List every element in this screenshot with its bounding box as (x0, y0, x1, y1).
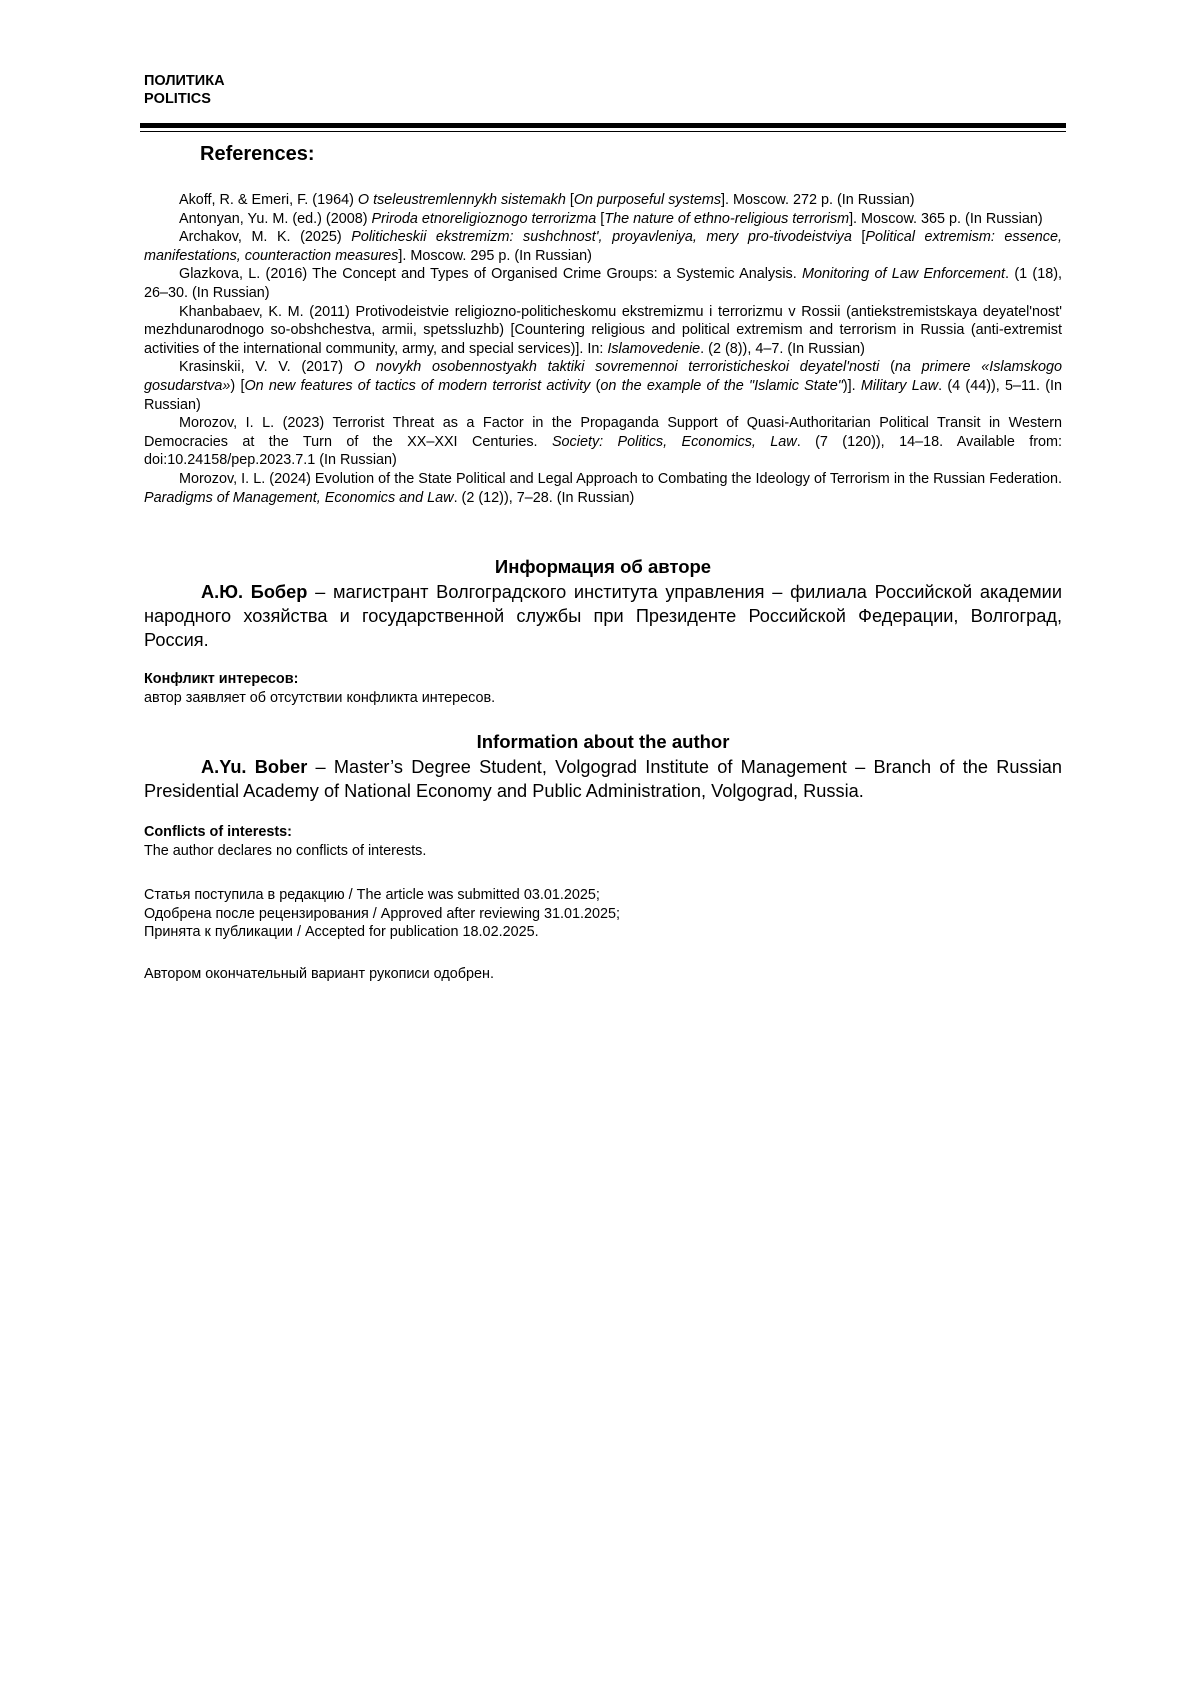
reference-title-italic: O tseleustremlennykh sistemakh (357, 192, 566, 208)
reference-text: )]. (842, 377, 861, 394)
reference-item (144, 303, 1062, 359)
reference-item (144, 191, 1062, 210)
reference-text: [ (851, 229, 866, 246)
reference-text: . (1 (18), 26–30. (In Russian) (144, 266, 1063, 301)
conflict-label-en: Conflicts of interests: (144, 824, 292, 840)
reference-text: Akoff, R. & Emeri, F. (1964) (179, 192, 358, 208)
header-ru: ПОЛИТИКА (144, 73, 225, 89)
reference-text: ]. Moscow. 365 p. (In Russian) (849, 210, 1043, 227)
reference-title-italic: Monitoring of Law Enforcement (802, 266, 1006, 283)
reference-title-italic: Paradigms of Management, Economics and Law (144, 489, 454, 506)
author-description-en: – Master’s Degree Student, Volgograd Institute of Management – Branch of the Russian Presidential Academy of National Economy and Public Administration, Volgograd, Russia. (144, 757, 1062, 801)
reference-text: Khanbabaev, K. M. (2011) Protivodeistvie religiozno-politicheskomu ekstremizmu i terrorizmu v Rossii (antiekstremistskaya deyatel'nost' mezhdunarodnogo so-obshchestva, armii, spetssluzhb) [Countering religious and political extremism and terrorism in Russia (anti-extremist activities of the international community, army, and special services)]. In: (144, 303, 1062, 357)
reference-text: ]. Moscow. 272 p. (In Russian) (721, 192, 915, 208)
reference-item (144, 265, 1062, 302)
reference-text: ( (590, 377, 601, 394)
author-info-ru (144, 580, 1062, 652)
reference-text: Morozov, I. L. (2024) Evolution of the State Political and Legal Approach to Combating the Ideology of Terrorism in the Russian Federation. (179, 470, 1062, 487)
reference-title-italic: The nature of ethno-religious terrorism (604, 210, 850, 227)
reference-title-italic: Political extremism: essence, manifestations, counteraction measures (144, 229, 1063, 264)
conflict-block-en (144, 823, 1062, 860)
reference-title-italic: on the example of the "Islamic State" (600, 377, 843, 394)
reference-title-italic: On purposeful systems (573, 192, 722, 208)
reference-item (144, 228, 1062, 265)
reference-text: Archakov, M. K. (2025) (179, 229, 352, 246)
reference-item (144, 414, 1062, 470)
reference-text: Morozov, I. L. (2023) Terrorist Threat as a Factor in the Propaganda Support of Quasi-Authoritarian Political Transit in Western Democracies at the Turn of the XX–XXI Centuries. (144, 415, 1062, 450)
reference-text: . (2 (12)), 7–28. (In Russian) (453, 489, 635, 506)
date-accepted: Принята к публикации / Accepted for publication 18.02.2025. (144, 924, 539, 941)
reference-title-italic: Priroda etnoreligioznogo terrorizma (371, 210, 597, 227)
reference-item (144, 210, 1062, 229)
reference-text: . (4 (44)), 5–11. (In Russian) (144, 377, 1063, 413)
header-rule-thick (140, 123, 1066, 128)
conflict-text-en: The author declares no conflicts of interests. (144, 842, 427, 859)
header-en: POLITICS (144, 91, 211, 107)
reference-title-italic: Islamovedenie (607, 340, 701, 357)
running-header (144, 72, 225, 108)
references-title: References: (200, 143, 315, 165)
reference-title-italic: Society: Politics, Economics, Law (551, 433, 797, 450)
reference-text: . (7 (120)), 14–18. Available from: doi:10.24158/pep.2023.7.1 (In Russian) (144, 433, 1063, 469)
author-name-en: A.Yu. Bober (201, 757, 308, 777)
article-dates (144, 886, 1062, 942)
reference-item (144, 470, 1062, 507)
reference-text: [ (565, 192, 574, 208)
author-info-en (144, 755, 1062, 803)
date-submitted: Статья поступила в редакцию / The article was submitted 03.01.2025; (144, 887, 600, 903)
reference-text: Glazkova, L. (2016) The Concept and Types of Organised Crime Groups: a Systemic Analysis. (179, 266, 802, 283)
reference-title-italic: Politicheskii ekstremizm: sushchnost', proyavleniya, mery pro-tivodeistviya (351, 229, 852, 246)
reference-text: Krasinskii, V. V. (2017) (179, 359, 354, 376)
reference-text: ]. Moscow. 295 p. (In Russian) (398, 247, 592, 264)
date-approved: Одобрена после рецензирования / Approved after reviewing 31.01.2025; (144, 905, 621, 922)
conflict-block-ru (144, 670, 1062, 707)
reference-title-italic: O novykh osobennostyakh taktiki sovremennoi terroristicheskoi deyatel'nosti (353, 359, 880, 376)
final-approval-note: Автором окончательный вариант рукописи одобрен. (144, 966, 494, 982)
reference-text: [ (596, 210, 605, 227)
reference-text: ) [ (230, 377, 245, 394)
reference-item (144, 358, 1062, 414)
author-info-title-ru: Информация об авторе (494, 556, 712, 577)
conflict-label-ru: Конфликт интересов: (144, 671, 299, 687)
reference-title-italic: Military Law (860, 377, 939, 394)
reference-text: . (2 (8)), 4–7. (In Russian) (700, 340, 865, 357)
author-info-title-en: Information about the author (476, 731, 730, 752)
header-rule-thin (140, 131, 1066, 132)
conflict-text-ru: автор заявляет об отсутствии конфликта интересов. (144, 689, 496, 706)
author-description-ru: – магистрант Волгоградского института управления – филиала Российской академии народного хозяйства и государственной службы при Президенте Российской Федерации, Волгоград, Россия. (144, 582, 1062, 650)
references-list (144, 191, 1062, 507)
reference-title-italic: na primere «Islamskogo gosudarstva» (144, 359, 1062, 394)
reference-text: Antonyan, Yu. M. (ed.) (2008) (179, 210, 372, 227)
author-name-ru: А.Ю. Бобер (201, 582, 308, 602)
reference-title-italic: On new features of tactics of modern terrorist activity (244, 377, 591, 394)
reference-text: ( (879, 359, 895, 376)
